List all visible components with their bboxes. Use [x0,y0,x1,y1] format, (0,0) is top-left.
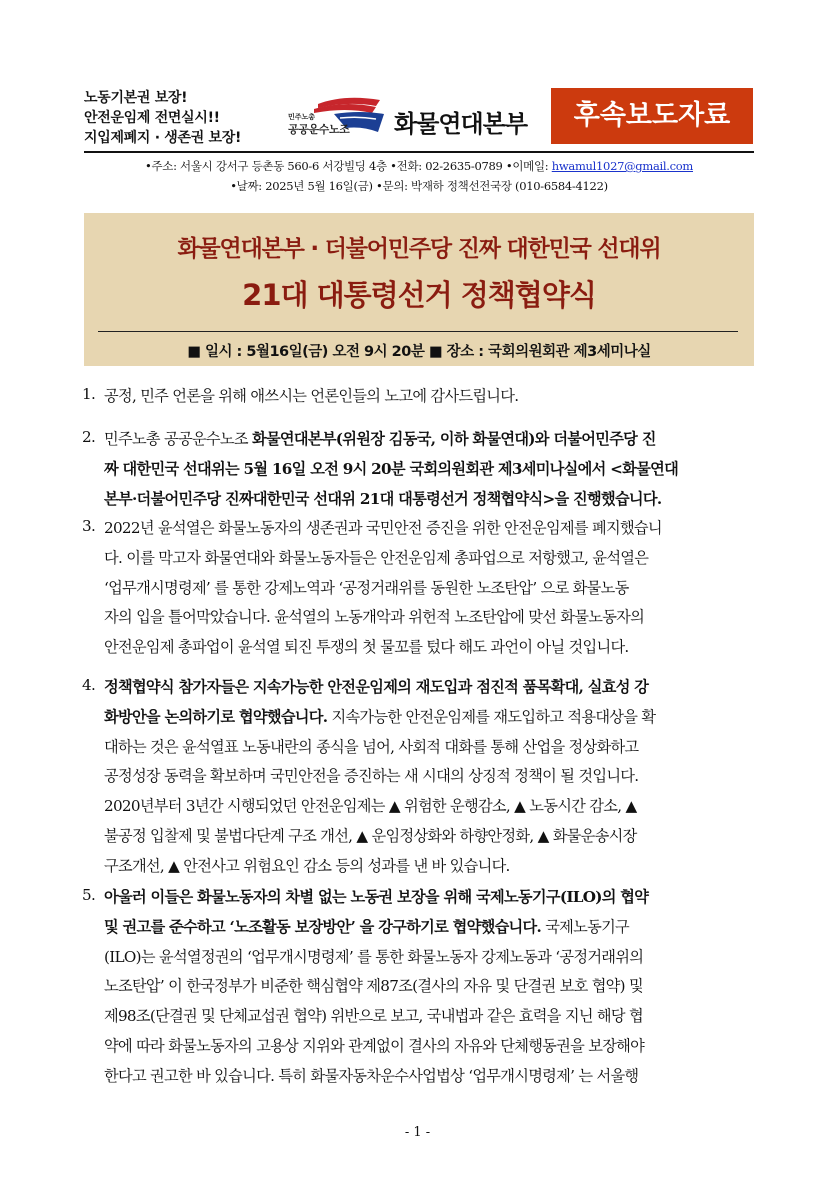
paragraph-line [104,946,643,967]
text-segment: (ILO)는 윤석열정권의 ‘업무개시명령제’ 를 통한 화물노동자 강제노동과 ‘공정거래위의 [104,947,644,966]
paragraph-line [104,676,648,697]
paragraph-number: 5. [82,886,96,904]
paragraph-line [104,765,638,786]
text-segment: 공정성장 동력을 확보하며 국민안전을 증진하는 새 시대의 상징적 정책이 될 것입니다. [104,767,639,786]
paragraph-line [104,428,656,449]
text-segment: 2020년부터 3년간 시행되었던 안전운임제는 ▲ 위험한 운행감소, ▲ 노동시간 감소, ▲ [104,797,637,816]
text-segment: 불공정 입찰제 및 불법다단계 구조 개선, ▲ 운임정상화와 하향안정화, ▲ 화물운송시장 [104,827,637,845]
paragraph-line [104,1065,638,1086]
paragraph-line [104,606,644,627]
title-line-2: 21대 대통령선거 정책협약식 [242,278,596,312]
bold-text: 화물연대본부(위원장 김동국, 이하 화물연대)와 더불어민주당 진 [251,430,656,448]
paragraph-line [104,706,655,727]
paragraph-line [104,577,629,598]
union-logo [288,94,388,140]
paragraph-line [104,975,643,996]
paragraph-line [104,488,661,509]
paragraph-line [104,517,662,538]
paragraph-line [104,886,648,907]
text-segment: ‘업무개시명령제’ 를 통한 강제노역과 ‘공정거래위를 동원한 노조탄압’ 으로 화물노동 [104,578,629,597]
paragraph-line [104,825,637,846]
event-info: ■ 일시 : 5월16일(금) 오전 9시 20분 ■ 장소 : 국회의원회관 제3세미나실 [187,344,651,360]
bold-text: 본부·더불어민주당 진짜대한민국 선대위 21대 대통령선거 정책협약식>을 진행했습니다. [104,489,662,508]
slogan-line: 안전운임제 전면실시!! [84,110,220,126]
text-segment: 다. 이를 막고자 화물연대와 화물노동자들은 안전운임제 총파업으로 저항했고, 윤석열은 [104,548,649,567]
email-link[interactable]: hwamul1027@gmail.com [551,159,693,173]
paragraph-number: 3. [82,517,96,535]
paragraph-line [104,1035,644,1056]
paragraph-number: 1. [82,385,96,403]
text-segment: 한다고 권고한 바 있습니다. 특히 화물자동차운수사업법상 ‘업무개시명령제’ 는 서울행 [104,1066,639,1085]
paragraph-number: 4. [82,676,96,694]
title-line-1: 화물연대본부 · 더불어민주당 진짜 대한민국 선대위 [177,236,661,262]
paragraph-number: 2. [82,428,96,446]
text-segment: 약에 따라 화물노동자의 고용상 지위와 관계없이 결사의 자유와 단체행동권을 보장해야 [104,1037,645,1055]
text-segment: 공정, 민주 언론을 위해 애쓰시는 언론인들의 노고에 감사드립니다. [104,387,519,405]
contact-line-1 [84,158,754,174]
org-name: 화물연대본부 [394,110,528,138]
paragraph-line [104,736,638,757]
text-segment: 대하는 것은 윤석열표 노동내란의 종식을 넘어, 사회적 대화를 통해 산업을 정상화하고 [104,737,639,756]
bold-text: 화방안을 논의하기로 협약했습니다. [104,707,328,726]
title-divider [98,331,738,332]
header-divider [84,151,754,153]
paragraph-line [104,855,510,876]
paragraph-line [104,795,636,816]
text-segment: 2022년 윤석열은 화물노동자의 생존권과 국민안전 증진을 위한 안전운임제를 폐지했습니 [104,519,662,537]
logo-small-text: 민주노총 [288,113,316,121]
paragraph-line [104,916,629,937]
paragraph-line [104,1005,643,1026]
paragraph-line [104,636,629,657]
text-segment: 제98조(단결권 및 단체교섭권 협약) 위반으로 보고, 국내법과 같은 효력을 지닌 해당 협 [104,1007,643,1026]
page-number: - 1 - [404,1125,431,1140]
press-release-badge: 후속보도자료 [551,88,753,144]
contact-address-phone: •주소: 서울시 강서구 등촌동 560-6 서강빌딩 4층 •전화: 02-2635-0789 •이메일: [145,159,552,173]
text-segment: 구조개선, ▲ 안전사고 위험요인 감소 등의 성과를 낸 바 있습니다. [104,856,510,875]
bold-text: 아울러 이들은 화물노동자의 차별 없는 노동권 보장을 위해 국제노동기구(ILO)의 협약 [104,888,649,906]
title-box [84,213,754,366]
bold-text: 짜 대한민국 선대위는 5월 16일 오전 9시 20분 국회의원회관 제3세미나실에서 <화물연대 [104,459,679,478]
logo-union-name: 공공운수노조 [288,123,350,136]
text-segment: 민주노총 공공운수노조 [104,430,252,448]
slogan-block [84,88,274,148]
bold-text: 정책협약식 참가자들은 지속가능한 안전운임제의 재도입과 점진적 품목확대, 실효성 강 [104,678,649,696]
paragraph-line [104,458,678,479]
text-segment: 국제노동기구 [541,917,630,936]
bold-text: 및 권고를 준수하고 ‘노조활동 보장방안’ 을 강구하기로 협약했습니다. [104,917,542,936]
slogan-line: 지입제폐지 · 생존권 보장! [84,130,242,146]
paragraph-line [104,547,648,568]
paragraph-line [104,385,518,406]
text-segment: 안전운임제 총파업이 윤석열 퇴진 투쟁의 첫 물꼬를 텄다 해도 과언이 아닐 것입니다. [104,638,629,657]
text-segment: 노조탄압’ 이 한국정부가 비준한 핵심협약 제87조(결사의 자유 및 단결권 보호 협약) 및 [104,977,643,996]
text-segment: 자의 입을 틀어막았습니다. 윤석열의 노동개악과 위헌적 노조탄압에 맞선 화물노동자의 [104,608,645,627]
text-segment: 지속가능한 안전운임제를 재도입하고 적용대상을 확 [327,707,656,726]
contact-line-2: •날짜: 2025년 5월 16일(금) •문의: 박재하 정책선전국장 (010-6584-4122) [230,179,608,193]
slogan-line: 노동기본권 보장! [84,90,188,106]
